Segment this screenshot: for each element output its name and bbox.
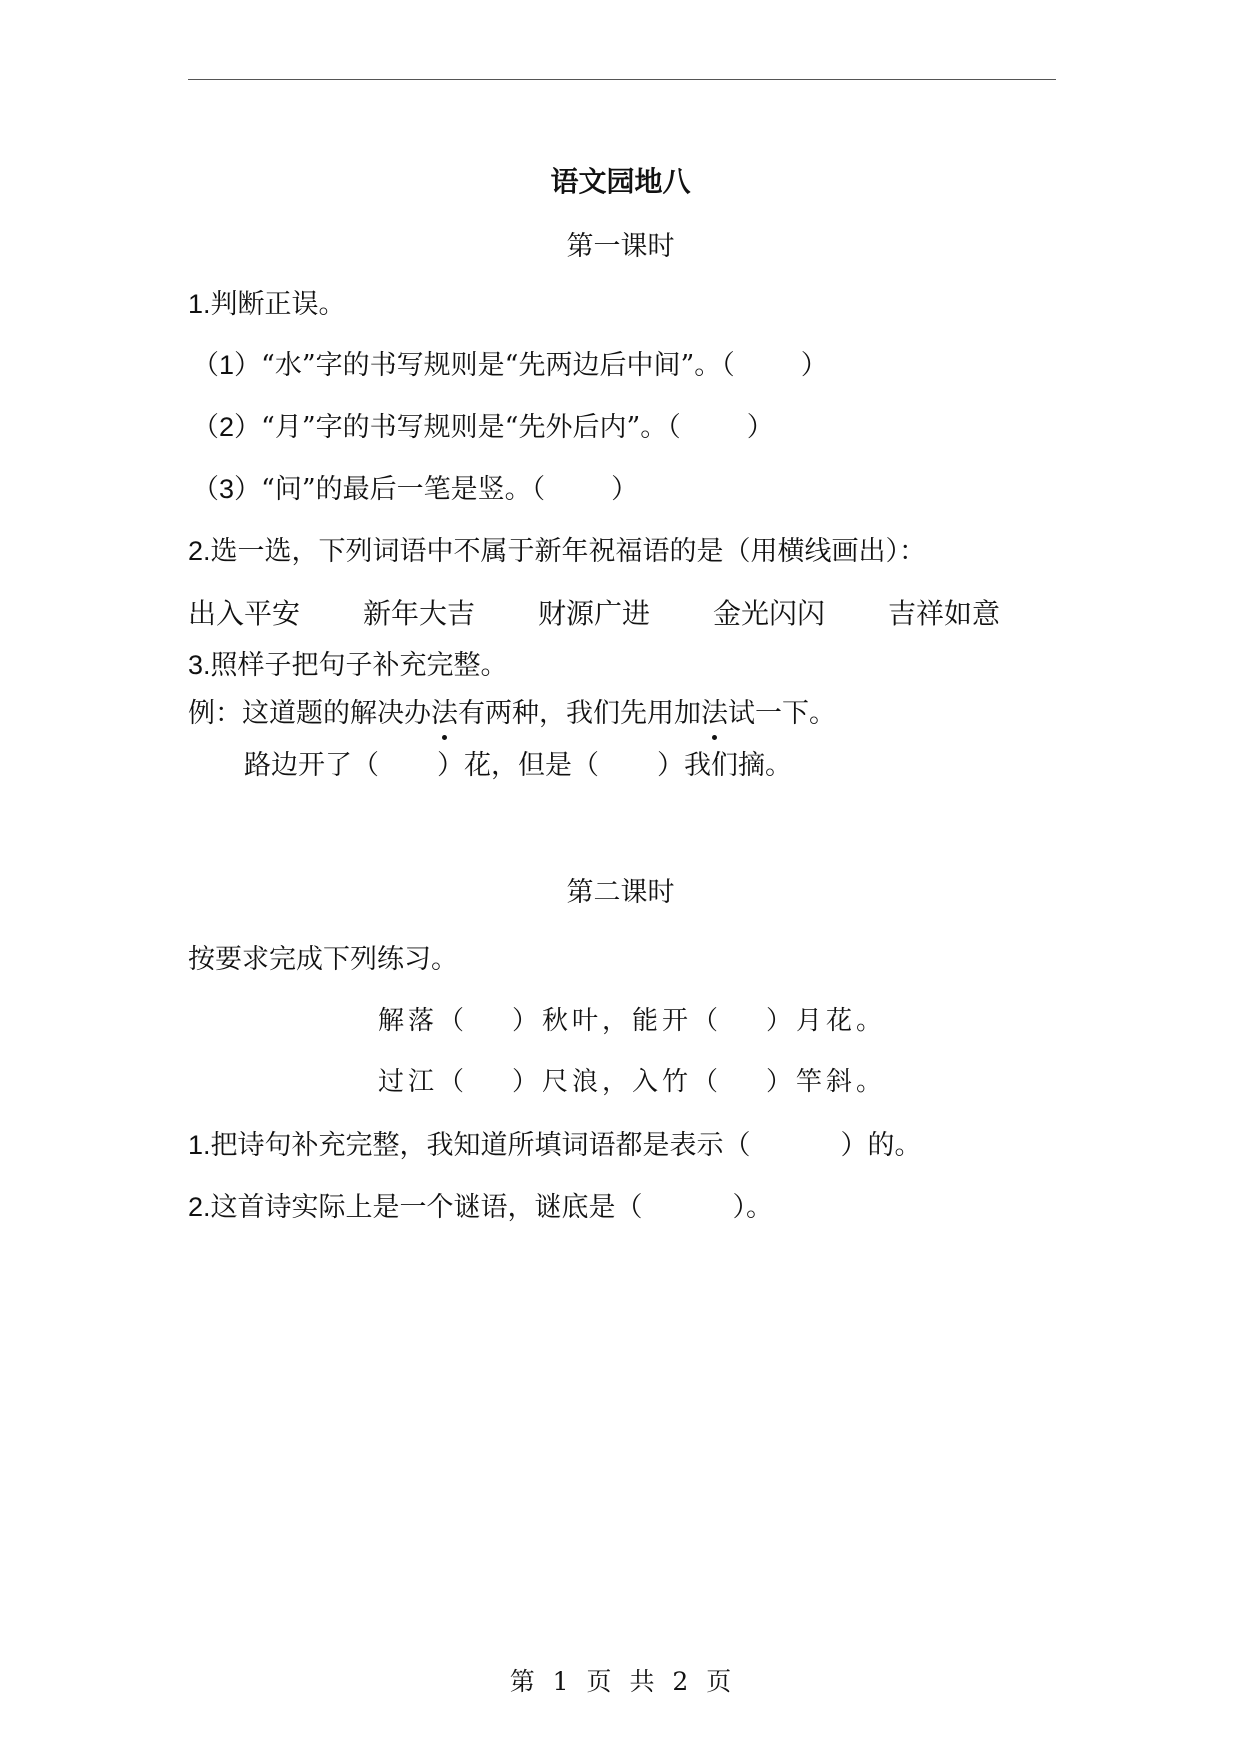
question-1-item-2 (192, 409, 774, 446)
word-choice[interactable]: 新年大吉 (363, 597, 476, 630)
question-1 (188, 286, 346, 323)
question-1-item-3 (192, 471, 638, 508)
question-number: 2. (188, 1192, 211, 1222)
word-choice[interactable]: 金光闪闪 (713, 597, 826, 630)
word-choice[interactable]: 出入平安 (188, 597, 301, 630)
question-close: ）。 (732, 1192, 774, 1223)
poem-part: ）尺浪，入竹（ (512, 1067, 723, 1097)
lesson-2-intro: 按要求完成下列练习。 (188, 944, 458, 975)
poem-part: ）竿斜。 (766, 1067, 887, 1097)
question-2 (188, 533, 926, 570)
question-3 (188, 647, 508, 684)
word-choice[interactable]: 吉祥如意 (888, 597, 1001, 630)
item-close: ） (611, 474, 639, 505)
sentence-part: 路边开了（ (244, 750, 379, 781)
question-1-text: 判断正误。 (210, 289, 346, 320)
sentence-part: ）花，但是（ (437, 750, 599, 781)
item-text: “问”的最后一笔是竖。（ (261, 474, 546, 505)
question-3-text: 照样子把句子补充完整。 (210, 650, 508, 681)
item-close: ） (800, 350, 828, 381)
poem-part: 解落（ (378, 1006, 469, 1036)
item-number: （1） (192, 350, 262, 380)
example-suffix: 试一下。 (728, 698, 836, 729)
item-close: ） (746, 412, 774, 443)
poem-part: ）月花。 (766, 1006, 887, 1036)
word-choices (188, 596, 1048, 632)
question-1-item-1 (192, 347, 828, 384)
item-text: “水”字的书写规则是“先两边后中间”。（ (261, 350, 735, 381)
question-1-number: 1. (188, 289, 211, 319)
poem-part: 过江（ (378, 1067, 469, 1097)
item-text: “月”字的书写规则是“先外后内”。（ (261, 412, 681, 443)
poem-part: ）秋叶，能开（ (512, 1006, 723, 1036)
question-2-text: 选一选，下列词语中不属于新年祝福语的是（用横线画出）： (210, 536, 927, 567)
example-prefix: 例：这道题的解决办 (188, 698, 431, 729)
question-text: 这首诗实际上是一个谜语，谜底是（ (210, 1192, 643, 1223)
lesson-2-question-2 (188, 1189, 773, 1226)
question-close: ）的。 (840, 1130, 922, 1161)
item-number: （2） (192, 412, 262, 442)
lesson-1-heading: 第一课时 (566, 231, 675, 262)
fill-sentence (244, 748, 792, 784)
item-number: （3） (192, 474, 262, 504)
header-rule (188, 79, 1056, 80)
question-2-number: 2. (188, 536, 211, 566)
poem-line-2 (378, 1064, 886, 1100)
page-title: 语文园地八 (550, 165, 691, 198)
example-mid: 有两种，我们先用加 (458, 698, 701, 729)
poem-line-1 (378, 1003, 886, 1039)
question-3-number: 3. (188, 650, 211, 680)
example-sentence (188, 696, 836, 732)
emphasis-char: 法 (701, 696, 728, 732)
lesson-2-heading: 第二课时 (566, 877, 675, 908)
emphasis-char: 法 (431, 696, 458, 732)
lesson-2-question-1 (188, 1127, 922, 1164)
sentence-part: ）我们摘。 (657, 750, 792, 781)
question-text: 把诗句补充完整，我知道所填词语都是表示（ (210, 1130, 751, 1161)
word-choice[interactable]: 财源广进 (538, 597, 651, 630)
question-number: 1. (188, 1130, 211, 1160)
page-footer: 第 1 页 共 2 页 (509, 1667, 732, 1696)
